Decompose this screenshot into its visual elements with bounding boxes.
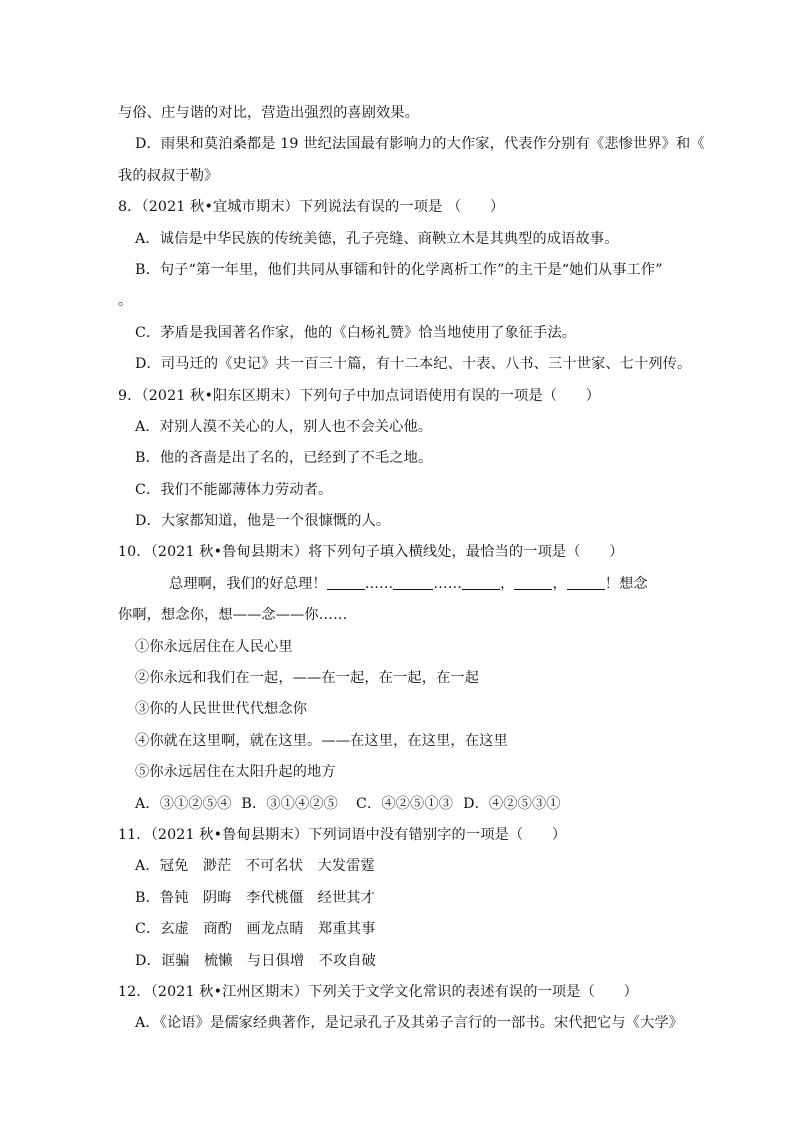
option-d: D．雨果和莫泊桑都是 19 世纪法国最有影响力的大作家，代表作分别有《悲惨世界》和《 <box>135 136 705 153</box>
question-10-sentence <box>118 569 686 600</box>
document-page <box>118 98 705 1040</box>
question-12-option-a: A．《论语》是儒家经典著作，是记录孔子及其弟子言行的一部书。宋代把它与《大学》 <box>135 1015 684 1032</box>
question-8-option-d: D．司马迁的《史记》共一百三十篇，有十二本纪、十表、八书、三十世家、七十列传。 <box>135 356 692 373</box>
fill-blank-2 <box>393 574 433 590</box>
question-11-option-a: A．冠免 渺茫 不可名状 大发雷霆 <box>135 858 375 875</box>
question-10-option-a: A．③①②⑤④ <box>135 795 232 812</box>
question-12-stem: 12．（2021 秋•江州区期末）下列关于文学文化常识的表述有误的一项是（ ） <box>118 983 638 1000</box>
question-9-option-b: B．他的吝啬是出了名的，已经到了不毛之地。 <box>135 450 433 467</box>
sentence-text: …… <box>433 575 463 592</box>
question-11-option-b: B．鲁钝 阴晦 李代桃僵 经世其才 <box>135 889 375 906</box>
question-10-item-4: ④你就在这里啊，就在这里。——在这里，在这里，在这里 <box>135 732 508 749</box>
sentence-text: 总理啊，我们的好总理！ <box>169 575 327 592</box>
question-10-item-3: ③你的人民世世代代想念你 <box>135 701 308 718</box>
fill-blank-4 <box>514 574 552 590</box>
question-10-stem: 10．（2021 秋•鲁甸县期末）将下列句子填入横线处，最恰当的一项是（ ） <box>118 544 624 561</box>
question-11-option-c: C．玄虚 商酌 画龙点睛 郑重其事 <box>135 921 376 938</box>
question-9-stem: 9．（2021 秋•阳东区期末）下列句子中加点词语使用有误的一项是（ ） <box>118 387 601 404</box>
question-9-option-c: C．我们不能鄙薄体力劳动者。 <box>135 481 333 498</box>
question-8-option-c: C．茅盾是我国著名作家，他的《白杨礼赞》恰当地使用了象征手法。 <box>135 324 577 341</box>
question-10-option-b: B．③①④②⑤ <box>241 795 339 812</box>
sentence-text: …… <box>364 575 394 592</box>
question-10-item-5: ⑤你永远居住在太阳升起的地方 <box>135 764 336 781</box>
text-line: 我的叔叔于勒》 <box>118 167 219 184</box>
question-8-option-a: A．诚信是中华民族的传统美德，孔子亮缝、商鞅立木是其典型的成语故事。 <box>135 230 619 247</box>
fill-blank-3 <box>462 574 500 590</box>
fill-blank-1 <box>327 574 365 590</box>
fill-blank-5 <box>567 574 605 590</box>
question-10-option-d: D．④②⑤③① <box>463 795 561 812</box>
text-line: 。 <box>118 293 133 310</box>
question-10-option-c: C．④②⑤①③ <box>356 795 454 812</box>
question-11-stem: 11．（2021 秋•鲁甸县期末）下列词语中没有错别字的一项是（ ） <box>118 826 567 843</box>
sentence-text: ， <box>500 575 515 592</box>
sentence-text: ！想念 <box>604 575 648 592</box>
question-10-sentence-cont: 你啊，想念你，想——念——你…… <box>118 607 348 624</box>
question-9-option-d: D．大家都知道，他是一个很慷慨的人。 <box>135 513 391 530</box>
question-11-option-d: D．诓骗 梳懒 与日俱增 不攻自破 <box>135 952 376 969</box>
question-8-stem: 8．（2021 秋•宜城市期末）下列说法有误的一项是 （ ） <box>118 199 505 216</box>
sentence-text: ， <box>552 575 567 592</box>
question-9-option-a: A．对别人漠不关心的人，别人也不会关心他。 <box>135 418 433 435</box>
question-10-item-1: ①你永远居住在人民心里 <box>135 638 293 655</box>
text-line: 与俗、庄与谐的对比，营造出强烈的喜剧效果。 <box>118 105 420 121</box>
question-8-option-b: B．句子“第一年里，他们共同从事镭和针的化学离析工作”的主干是“她们从事工作” <box>135 261 663 278</box>
question-10-item-2: ②你永远和我们在一起，——在一起，在一起，在一起 <box>135 670 480 687</box>
question-10-answers <box>118 789 686 820</box>
